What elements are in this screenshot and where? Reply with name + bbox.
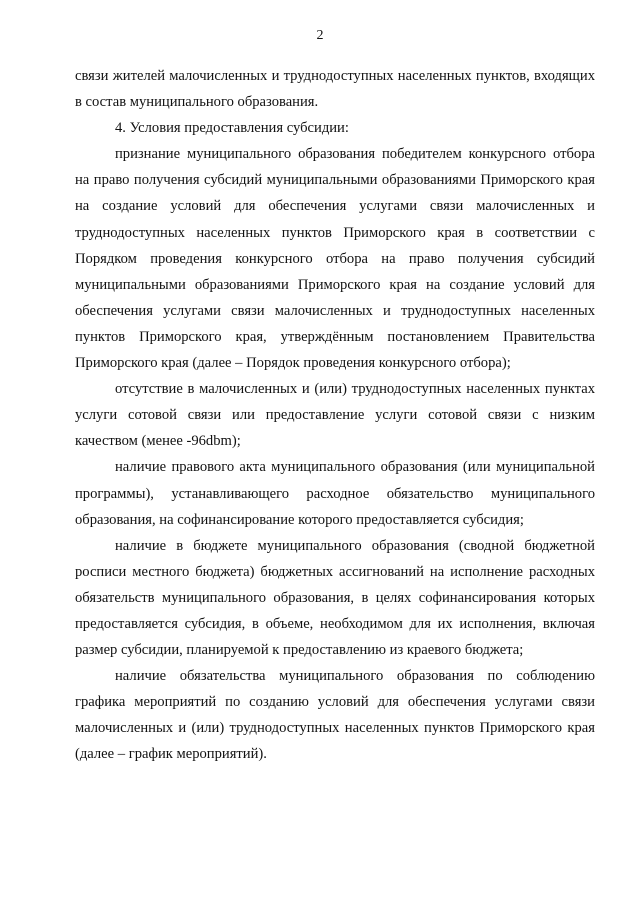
paragraph-condition-schedule-obligation: наличие обязательства муниципального образования по соблюдению графика мероприятий по созданию условий для обеспечения услугами связи малочисленных и (или) труднодоступных населенных пунктов Приморского края (далее – график мероприятий). (75, 668, 595, 763)
paragraph-condition-no-cellular: отсутствие в малочисленных и (или) труднодоступных населенных пунктах услуги сотовой связи или предоставление услуги сотовой связи с низким качеством (менее -96dbm); (75, 381, 595, 450)
section-heading-subsidy-conditions: 4. Условия предоставления субсидии: (115, 120, 349, 137)
paragraph-condition-competition-winner: признание муниципального образования победителем конкурсного отбора на право получения субсидий муниципальными образованиями Приморского края на создание условий для обеспечения услугами связи малочисленных и труднодоступных населенных пунктов Приморского края в соответствии с Порядком проведения конкурсного отбора на право получения субсидий муниципальными образованиями Приморского края на создание условий для обеспечения услугами связи малочисленных и труднодоступных населенных пунктов Приморского края, утверждённым постановлением Правительства Приморского края (далее – Порядок проведения конкурсного отбора); (75, 146, 595, 372)
document-body (75, 63, 595, 768)
paragraph-condition-legal-act: наличие правового акта муниципального образования (или муниципальной программы), устанавливающего расходное обязательство муниципального образования, на софинансирование которого предоставляется субсидия; (75, 459, 595, 528)
paragraph-condition-budget-allocations: наличие в бюджете муниципального образования (сводной бюджетной росписи местного бюджета) бюджетных ассигнований на исполнение расходных обязательств муниципального образования, в целях софинансирования которых предоставляется субсидия, в объеме, необходимом для их исполнения, включая размер субсидии, планируемой к предоставлению из краевого бюджета; (75, 537, 595, 659)
page-number: 2 (316, 28, 324, 43)
paragraph-continuation: связи жителей малочисленных и труднодоступных населенных пунктов, входящих в состав муниципального образования. (75, 68, 595, 111)
